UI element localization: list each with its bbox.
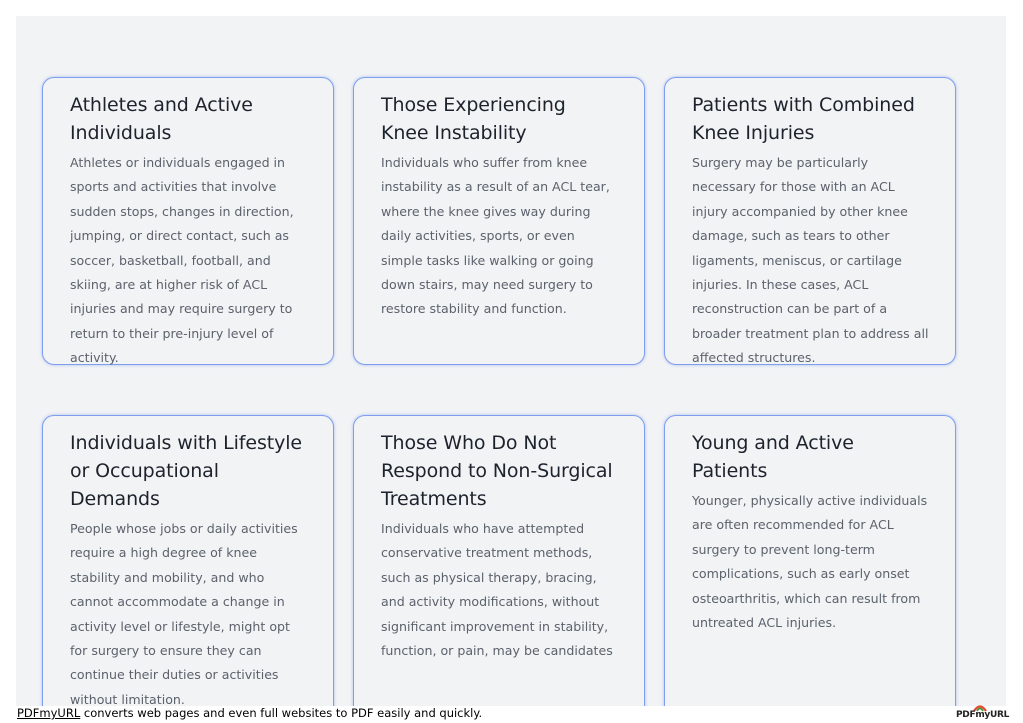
card-title: Those Experiencing Knee Instability — [381, 94, 566, 144]
card-body: Individuals who suffer from knee instability as a result of an ACL tear, where the knee gives way during daily activities, sports, or even simple tasks like walking or going down stairs, may need surgery to restore stability and function. — [381, 155, 610, 317]
card-title: Young and Active Patients — [692, 432, 854, 482]
pdfmyurl-logo[interactable] — [956, 702, 1008, 722]
card-body: Athletes or individuals engaged in sports and activities that involve sudden stops, changes in direction, jumping, or direct contact, such as soccer, basketball, football, and skiing, are at higher risk of ACL injuries and may require surgery to return to their pre-injury level of activity. — [70, 155, 294, 366]
card-body: Younger, physically active individuals are often recommended for ACL surgery to prevent long-term complications, such as early onset osteoarthritis, which can result from untreated ACL injuries. — [692, 493, 928, 631]
card-athletes — [42, 77, 334, 365]
card-body: Individuals who have attempted conservative treatment methods, such as physical therapy, bracing, and activity modifications, without significant improvement in stability, function, or pain, may be candidates — [381, 521, 613, 659]
card-non-surgical — [353, 415, 645, 706]
pdfmyurl-link[interactable]: PDFmyURL — [17, 706, 81, 720]
card-title: Athletes and Active Individuals — [70, 94, 253, 144]
card-lifestyle-demands — [42, 415, 334, 706]
card-young-active — [664, 415, 956, 706]
card-body: Surgery may be particularly necessary for those with an ACL injury accompanied by other knee damage, such as tears to other ligaments, meniscus, or cartilage injuries. In these cases, ACL reconstruction can be part of a broader treatment plan to address all affected structures. — [692, 155, 929, 366]
card-body: People whose jobs or daily activities require a high degree of knee stability and mobility, and who cannot accommodate a change in activity level or lifestyle, might opt for surgery to ensure they can continue their duties or activities without limitation. — [70, 521, 298, 706]
card-title: Those Who Do Not Respond to Non-Surgical Treatments — [381, 432, 613, 510]
logo-text: PDFmyURL — [956, 710, 1010, 720]
footer-text: converts web pages and even full websites to PDF easily and quickly. — [80, 706, 483, 720]
card-title: Individuals with Lifestyle or Occupational Demands — [70, 432, 303, 510]
pdf-footer — [17, 705, 482, 721]
document-page — [16, 16, 1006, 706]
card-title: Patients with Combined Knee Injuries — [692, 94, 915, 144]
card-knee-instability — [353, 77, 645, 365]
card-combined-injuries — [664, 77, 956, 365]
